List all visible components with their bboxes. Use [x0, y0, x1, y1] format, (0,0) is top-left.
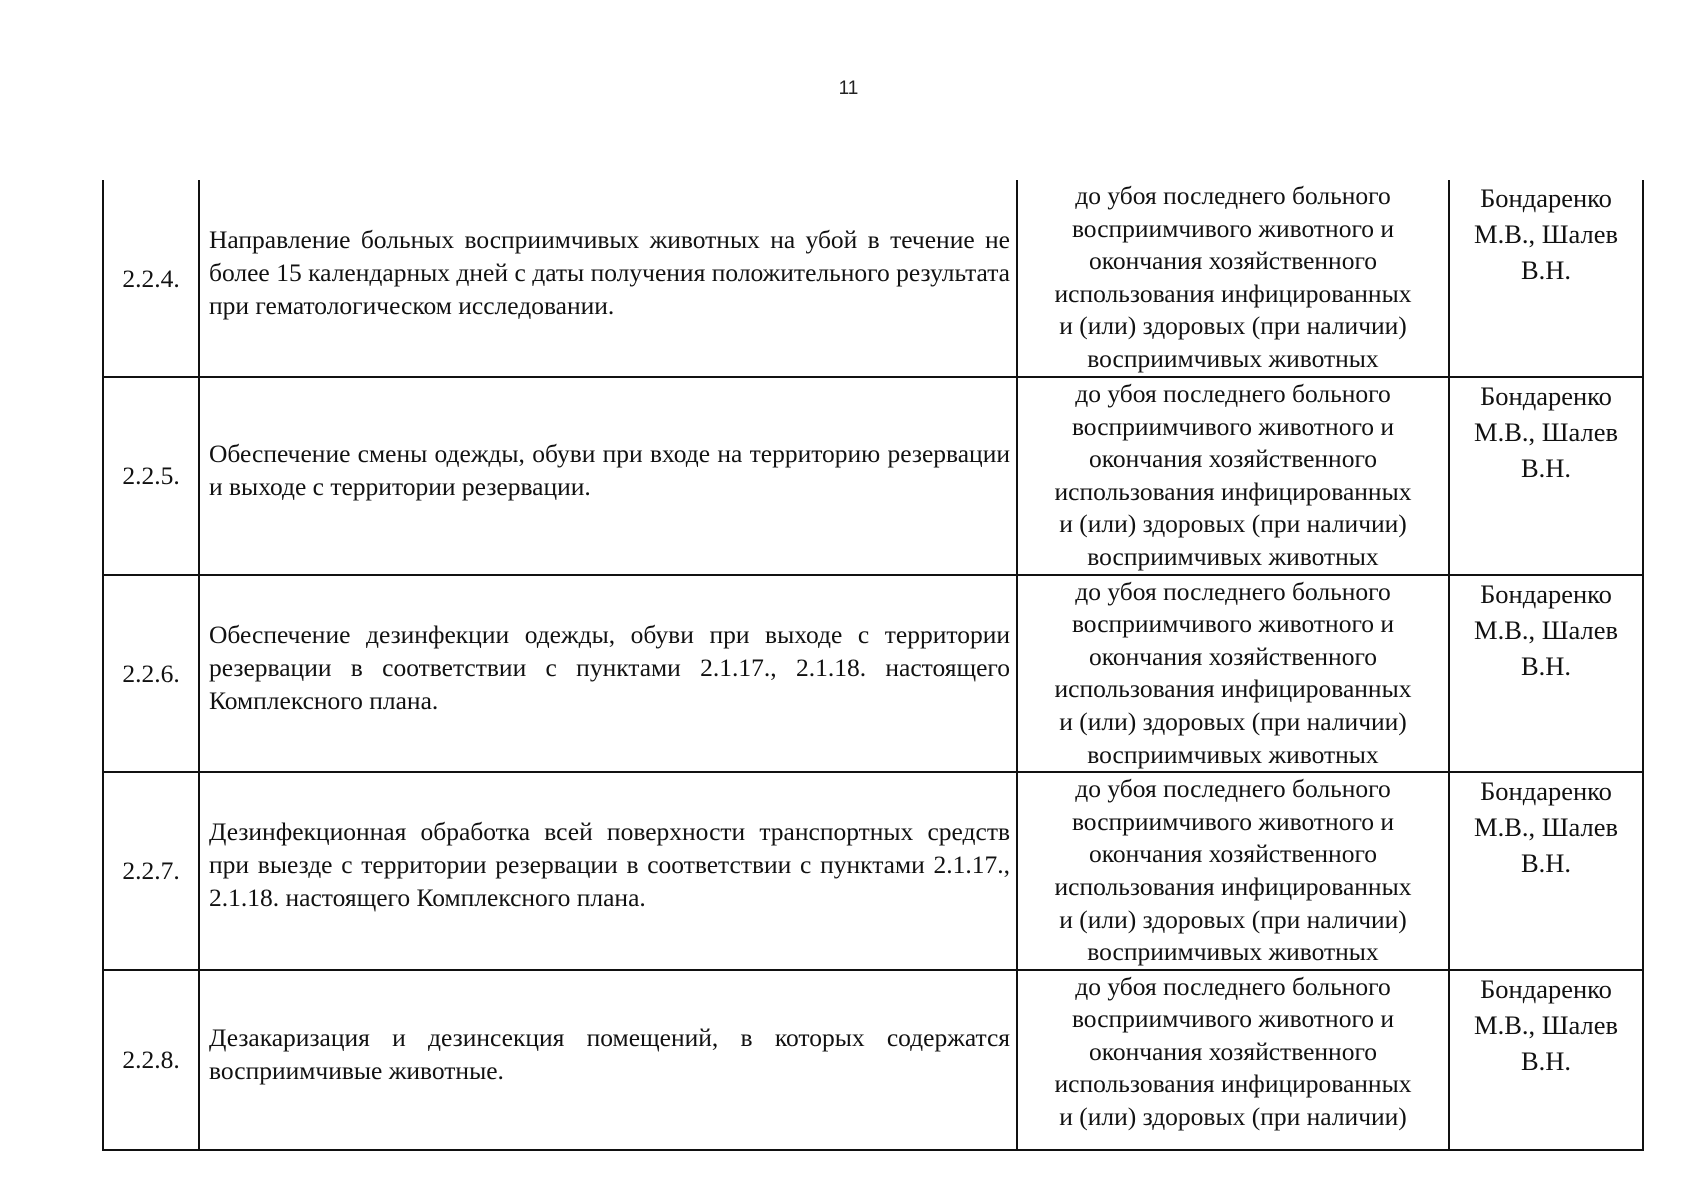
responsible-line: Бондаренко	[1480, 183, 1612, 213]
item-number: 2.2.6.	[103, 575, 199, 773]
responsible-line: М.В., Шалев	[1474, 812, 1618, 843]
item-term	[1017, 180, 1449, 377]
table-row	[103, 377, 1643, 575]
item-description: Обеспечение дезинфекции одежды, обуви при выходе с территории резервации в соответствии с пунктами 2.1.17., 2.1.18. настоящего Комплексного плана.	[199, 575, 1017, 773]
term-line: использования инфицированных	[1054, 476, 1412, 506]
responsible-line: Бондаренко	[1480, 381, 1612, 411]
item-term	[1017, 772, 1449, 970]
table-row	[103, 575, 1643, 773]
item-number: 2.2.8.	[103, 970, 199, 1150]
item-responsible	[1449, 180, 1643, 377]
term-line: до убоя последнего больного	[1075, 379, 1391, 408]
responsible-line: В.Н.	[1520, 255, 1572, 285]
responsible-line: Бондаренко	[1480, 776, 1612, 807]
term-line: использования инфицированных	[1054, 1069, 1412, 1099]
term-line: восприимчивых животных	[1087, 343, 1379, 373]
item-description: Дезакаризация и дезинсекция помещений, в которых содержатся восприимчивые животные.	[199, 970, 1017, 1150]
item-number: 2.2.7.	[103, 772, 199, 970]
term-line: окончания хозяйственного	[1088, 839, 1378, 869]
term-line: до убоя последнего больного	[1075, 971, 1391, 1001]
term-line: восприимчивых животных	[1087, 739, 1379, 769]
responsible-line: Бондаренко	[1480, 973, 1612, 1004]
item-description: Дезинфекционная обработка всей поверхности транспортных средств при выезде с территории резервации в соответствии с пунктами 2.1.17., 2.1.18. настоящего Комплексного плана.	[199, 772, 1017, 970]
item-term	[1017, 575, 1449, 773]
item-term	[1017, 970, 1449, 1150]
responsible-line: М.В., Шалев	[1474, 219, 1618, 249]
item-responsible	[1449, 772, 1643, 970]
term-line: использования инфицированных	[1054, 278, 1412, 308]
item-responsible	[1449, 970, 1643, 1150]
term-line: окончания хозяйственного	[1088, 641, 1378, 671]
plan-table	[102, 180, 1644, 1151]
responsible-line: Бондаренко	[1480, 578, 1612, 609]
term-line: восприимчивых животных	[1087, 937, 1379, 967]
term-line: использования инфицированных	[1054, 674, 1412, 704]
item-description: Направление больных восприимчивых животных на убой в течение не более 15 календарных дней с даты получения положительного результата при гематологическом исследовании.	[199, 180, 1017, 377]
table-row	[103, 970, 1643, 1150]
item-number: 2.2.4.	[103, 180, 199, 377]
term-line: до убоя последнего больного	[1075, 774, 1391, 804]
term-line: восприимчивого животного и	[1071, 1004, 1395, 1034]
item-number: 2.2.5.	[103, 377, 199, 575]
item-term	[1017, 377, 1449, 575]
term-line: и (или) здоровых (при наличии)	[1059, 1102, 1407, 1132]
term-line: до убоя последнего больного	[1075, 576, 1391, 606]
responsible-line: В.Н.	[1520, 1045, 1572, 1076]
term-line: и (или) здоровых (при наличии)	[1059, 509, 1407, 539]
term-line: окончания хозяйственного	[1088, 246, 1378, 276]
term-line: использования инфицированных	[1054, 871, 1412, 901]
term-line: восприимчивого животного и	[1071, 806, 1395, 836]
term-line: восприимчивого животного и	[1071, 411, 1395, 441]
item-responsible	[1449, 377, 1643, 575]
term-line: и (или) здоровых (при наличии)	[1059, 706, 1407, 736]
responsible-line: М.В., Шалев	[1474, 417, 1618, 447]
term-line: окончания хозяйственного	[1088, 444, 1378, 474]
responsible-line: М.В., Шалев	[1474, 614, 1618, 645]
term-line: и (или) здоровых (при наличии)	[1059, 904, 1407, 934]
page-number: 11	[838, 78, 859, 99]
responsible-line: В.Н.	[1520, 848, 1572, 879]
term-line: восприимчивого животного и	[1071, 609, 1395, 639]
table-row	[103, 180, 1643, 377]
responsible-line: В.Н.	[1520, 650, 1572, 681]
responsible-line: М.В., Шалев	[1474, 1009, 1618, 1040]
term-line: восприимчивого животного и	[1071, 213, 1395, 243]
item-description: Обеспечение смены одежды, обуви при входе на территорию резервации и выходе с территории резервации.	[199, 377, 1017, 575]
term-line: восприимчивых животных	[1087, 541, 1379, 571]
term-line: до убоя последнего больного	[1075, 181, 1391, 210]
responsible-line: В.Н.	[1520, 453, 1572, 483]
table-row	[103, 772, 1643, 970]
item-responsible	[1449, 575, 1643, 773]
term-line: и (или) здоровых (при наличии)	[1059, 311, 1407, 341]
term-line: окончания хозяйственного	[1088, 1036, 1378, 1066]
